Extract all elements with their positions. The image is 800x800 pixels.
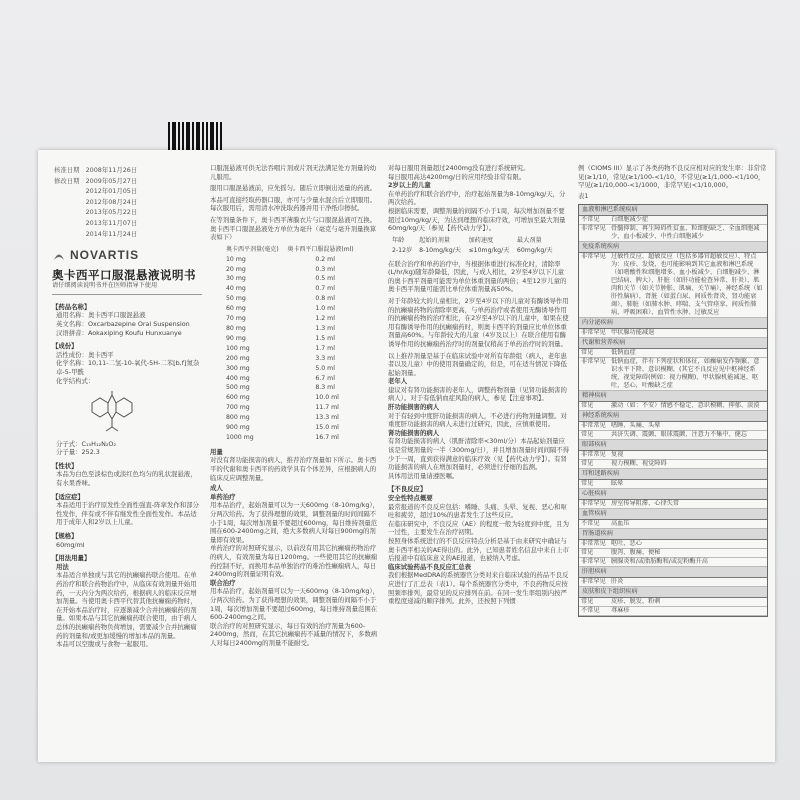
section-heading-traits: 【性状】 [52,461,78,470]
spec-text: 60mg/ml [56,540,85,549]
table-cell: 800 mg [226,414,250,422]
revision-date: 2014年11月24日 [85,229,138,238]
kids-text-3: 在联合治疗和单药治疗中，当根据体重进行标准化时，清除率(L/hr/kg)随年龄降低，因此，与成人相比，2岁至4岁以下儿童的奥卡西平剂量可能需为单位体重剂量的两倍；4至12岁儿童的奥卡西平剂量可能需比单位体重剂量高50%。 [388,259,567,294]
table-row [226,295,362,303]
molecular-weight: 分子量：252.3 [56,448,100,457]
combo-text-2: 联合治疗的对照研究显示，每日有效的治疗剂量为600-2400mg，然而，在其它抗癫痫药不减量的情况下，多数病人对每日2400mg的剂量不能耐受。 [210,621,378,647]
kids-text: 在单药治疗和联合治疗中，治疗起始剂量为8-10mg/kg/天，分两次给药。 [388,189,566,207]
table-row [226,325,362,333]
package-insert-sheet [38,150,775,762]
table-group-heading: 免疫系统疾病 [579,242,767,253]
revision-date: 2012年01月05日 [85,187,138,196]
table-cell: 300 mg [226,364,250,372]
table-cell: 70 mg [226,315,246,323]
column-1 [52,164,202,649]
liver-heading: 肝功能损害的病人 [388,403,440,412]
table-group-heading: 皮肤和皮下组织疾病 [579,587,767,598]
table-row [226,285,362,293]
frequency-cell: 不常见 [581,216,600,224]
table-row [579,402,767,411]
kids-text-4: 对于年龄较大的儿童相比，2岁至4岁以下的儿童对有酶诱导作用的抗癫痫药物的清除率更高，与单药治疗或者使用无酶诱导作用的抗癫痫药物的治疗相比，在2岁至4岁以下的儿童中，如果在使用有酶诱导作用的抗癫痫药时，则奥卡西平的剂量应比单位体重剂量高60%。与年龄较大的儿童（4岁及以上）在联合使用有酶诱导作用的抗癫痫药治疗时的剂量仅稍高于单药治疗时的剂量。 [388,296,569,348]
name-line: 通用名称：奥卡西平口服混悬液 [56,311,146,320]
reaction-cell: 白细胞减少症 [611,216,649,224]
frequency-cell: 不常见 [581,520,600,528]
table-cell: 1.3 ml [315,325,335,332]
table-cell: 16.7 ml [315,433,339,441]
table-group-heading: 血液和淋巴系统疾病 [579,205,767,216]
reaction-cell: 低钠血症，伴有下列症状和体征，如癫痫发作频繁、意识水平下降、意识模糊，(其它不良反应见中枢神经系统，视觉障碍(例如：视力模糊)、甲状腺机能减退、呕吐，恶心，叶酸缺乏症 [611,358,760,390]
table-row [579,520,767,529]
table-cell: 1.7 ml [315,344,335,352]
combo-text: 用本品治疗，起始剂量可以为一天600mg（8-10mg/kg），分两次给药。为了获得理想的效果，调整剂量的间隔不小于1周，每次增加剂量不要超过600mg，每日维持剂量范围在600-2400mg之间。 [210,587,380,622]
frequency-cell: 非常罕见 [581,253,606,261]
table-row [226,404,362,412]
frequency-cell: 非常常见 [581,422,606,430]
table-cell: 0.3 ml [315,265,335,273]
molecular-formula: 分子式：C₁₅H₁₂N₂O₂ [56,439,117,448]
table-group-heading: 神经系统疾病 [579,411,767,422]
frequency-cell: 常见 [581,480,594,488]
reaction-cell: 房室传导阻滞、心律失常 [611,500,680,508]
dose-text: 对没有肾功能损害的病人，推荐治疗剂量如下所示。奥卡西平的代谢和奥卡西平的药效学具有个体差异，应根据病人的临床反应调整剂量。 [210,456,377,482]
document-subtitle: 请仔细阅读说明书并在医师指导下使用 [52,282,202,295]
table-row [579,578,767,587]
ae-list-heading: 临床试验药品不良反应汇总表 [388,562,472,571]
reaction-cell: 呕吐、恶心 [611,540,642,548]
table-row [226,345,362,353]
table-group-heading: 胃肠道疾病 [579,529,767,540]
table-cell: 60mg/kg/天 [516,247,553,255]
section-heading-name: 【药品名称】 [52,302,91,311]
table-group-heading: 精神疾病 [579,391,767,402]
paragraph: 服用口服混悬液前，应先摇匀。随后立即倒出适量的药液。 [210,184,377,193]
reaction-cell: 低钠血症 [611,349,636,357]
approval-date: 2008年11月26日 [85,166,138,174]
novartis-flame-icon [52,248,66,262]
table-row [226,315,362,323]
table-row [226,256,362,264]
table-row [226,384,362,392]
document-title: 奥卡西平口服混悬液说明书 [52,268,196,283]
traits-text: 本品为白色至淡棕色或淡红色均匀的乳状混悬液，有水果香味。 [56,470,197,488]
logo-text: NOVARTIS [70,247,140,262]
table-row [579,451,767,460]
usage-text-2: 本品可以空腹或与食物一起服用。 [56,640,152,649]
composition-line: 化学结构式： [56,376,95,385]
table-row [579,431,767,440]
kids-text-5: 以上推荐剂量是基于在临床试验中对所有年龄组（病人，老年患者以及儿童）中的使用剂量确定的，但是，可在适当情况下降低起始剂量。 [388,351,567,377]
table-cell: 0.2 ml [315,255,335,263]
table-cell: 80 mg [226,325,246,332]
reaction-cell: 甲状腺功能减退 [611,329,655,337]
table-cell: 15.0 ml [315,424,339,432]
renal-text: 有肾功能损害的病人（肌酐清除率<30ml/分）本品起始剂量应该是常规剂量的一半（300mg/日），并且增加剂量时间间隔不得少于一周，直到获得满意的临床疗效（见【药代动力学】）。有肾功能损害的病人在增加剂量时，必须进行仔细的监测。 [388,437,570,472]
table-group-heading: 肝胆疾病 [579,567,767,578]
table-row [579,480,767,489]
table-row [226,335,362,343]
table-cell: 500 mg [226,384,250,392]
composition-line: 化学名称：10,11-二氢-10-氧代-5H-二苯[b,f]氮杂卓-5-甲酰 [56,359,200,376]
table-cell: 20 mg [226,265,246,273]
frequency-cell: 常见 [581,402,594,410]
reaction-cell: 复视 [611,451,624,459]
kids-text-2: 根据临床需要，调整剂量的间隔不小于1周，每次增加剂量不要超过10mg/kg/天，为达到理想的临床疗效，可增加至最大剂量60mg/kg/天（参见【药代动力学】）。 [388,206,566,233]
table-cell: 600 mg [226,394,250,402]
table-header: 加药速度 [468,236,494,244]
table-cell: 30 mg [226,275,246,283]
column-4 [578,164,768,617]
ae-text-2: 在临床研究中，不良反应（AE）的程度一般为轻度到中度，且为一过性，主要发生在治疗初期。 [388,519,569,537]
paragraph: 口服混悬液可供无法吞咽片剂或片剂无法满足处方剂量的幼儿服用。 [210,164,377,181]
paragraph: 在等剂量条件下，奥卡西平薄膜衣片与口服混悬液可互换。 [210,215,377,224]
revision-date: 2012年08月24日 [85,197,138,206]
usage-text: 本品适合单独或与其它的抗癫痫药联合使用。在单药治疗和联合药物治疗中，从临床有效剂量开始用药，一天内分为两次给药，根据病人的临床反应增加剂量。当使用奥卡西平代替其他抗癫痫药物时，在开始本品治疗时，应逐渐减少合并抗癫痫药的剂量。如果本品与其它抗癫痫药联合使用，由于病人总体的抗癫痫药物负荷增加，需要减少合并抗癫痫药的剂量和/或更加缓慢的增加本品的剂量。 [56,571,197,640]
table-row [579,329,767,338]
adverse-reaction-table [578,204,768,617]
reaction-cell: 嗜睡、头痛、头晕 [611,422,661,430]
combo-heading: 联合治疗 [210,578,236,587]
table-row [579,225,767,242]
table-label: 表1 [578,191,589,200]
reaction-cell: 眩晕 [611,480,624,488]
table-cell: 700 mg [226,404,250,412]
table-cell: 90 mg [226,334,246,342]
reaction-cell: 高血压 [611,520,630,528]
table-group-heading: 心脏疾病 [579,489,767,500]
section-heading-spec: 【规格】 [52,532,78,541]
revision-date: 2013年11月07日 [85,218,138,227]
paragraph: 例（CIOMS III）显示了各类药物不良反应相对应的发生率：非常常见(≥1/10，常见(≥1/100-<1/10，不常见(≥1/1,000-<1/100，罕见(≥1/10,000-<1/1000，非常罕见(<1/10,000。 [578,164,767,190]
table-cell: 0.8 ml [315,295,335,303]
table-group-heading: 内分泌疾病 [579,318,767,329]
ae-text: 最常报道的不良反应包括：嗜睡、头痛、头晕、复视、恶心和呕吐和疲劳，超过10%的患者发生了这些反应。 [388,502,567,520]
revision-date: 2013年05月22日 [85,208,138,217]
table-row [226,275,362,283]
table-row [579,540,767,549]
section-heading-indications: 【适应症】 [52,492,84,501]
frequency-cell: 常见 [581,549,594,557]
frequency-cell: 不常见 [581,607,600,615]
table-cell: 10 mg [226,255,246,263]
table-group-heading: 血管疾病 [579,509,767,520]
table-row [226,375,362,383]
table-row [579,558,767,567]
reaction-cell: 视力模糊、视觉障碍 [611,460,667,468]
table-cell: 100 mg [226,344,250,352]
chemical-structure-icon [82,389,142,433]
renal-heading: 肾功能损害的病人 [388,428,440,437]
paragraph: 每日服用高达4200mg/日的应用经验非常有限。 [388,172,526,181]
revision-date: 2009年05月27日 [85,176,138,185]
table-row [226,355,362,363]
table-cell: 900 mg [226,424,250,432]
reaction-cell: 激动（如：不安）情感不稳定、意识模糊、抑郁、淡漠 [611,402,760,410]
table-group-heading: 眼部疾病 [579,440,767,451]
frequency-cell: 非常罕见 [581,500,606,508]
table-cell: 50 mg [226,295,246,303]
table-cell: 1000 mg [226,433,254,441]
kids-heading: 2岁以上的儿童 [388,181,431,190]
dose-conversion-table [224,244,364,444]
table-row [226,365,362,373]
paragraph: 奥卡西平口服混悬液处方单位为毫升（毫克与毫升剂量换算表如下） [210,224,377,242]
table-cell: 5.0 ml [315,364,335,372]
table-row [226,394,362,402]
frequency-cell: 常见 [581,460,594,468]
frequency-cell: 非常罕见 [581,358,606,366]
reaction-cell: 腹泻、腹痛、便秘 [611,549,661,557]
reaction-cell: 肝炎 [611,578,624,586]
frequency-cell: 非常常见 [581,451,606,459]
indications-text: 本品适用于治疗原发性全面性强直-阵挛发作和部分性发作，伴有或不伴有继发性全面性发作。本品适用于成年人和2岁以上儿童。 [56,501,199,527]
paragraph: 对每日服用剂量超过2400mg没有进行系统研究。 [388,164,530,172]
table-row [226,434,362,442]
table-group-heading: 耳和迷路疾病 [579,469,767,480]
table-cell: 400 mg [226,374,250,382]
table-row [579,253,767,318]
ae-text-3: 按照身体系统进行的不良反应特点分析是基于由来研究中确证与奥卡西平相关的AE得出的。此外，已知患者姓名信息中来自上市后报道中有临床意义的AE报道，也被纳入考虑。 [388,536,569,563]
section-heading-composition: 【成份】 [52,342,78,351]
ae-subheading: 安全性特点概要 [388,494,433,502]
mono-heading: 单药治疗 [210,492,236,501]
table-cell: 3.3 ml [315,354,335,362]
revision-date-label: 修改日期 [54,176,80,185]
table-header: 奥卡西平剂量(毫克) [226,245,279,253]
frequency-cell: 常见 [581,349,594,357]
table-cell: 60 mg [226,305,246,313]
table-cell: 200 mg [226,354,250,362]
reaction-cell: 骨髓抑制、再生障碍性贫血、粒细胞缺乏、全血细胞减少、血小板减少、中性白细胞减少 [611,225,760,241]
elder-heading: 老年人 [388,377,408,386]
ae-text-4: 我们根据MedDRA的系统器官分类对来自临床试验的药品不良反应进行了汇总表（表1）。每个系统器官分类中，不良药物反应按照频率排列，最常见的反应排列在前。在同一发生率组别内按严重程度递减的顺序排列。此外，还按照下列惯 [388,571,569,606]
pediatric-dose-table [388,235,558,258]
reaction-cell: 荨麻疹 [611,607,630,615]
table-cell: 40 mg [226,285,246,293]
table-cell: 1.5 ml [315,334,335,342]
reaction-cell: 过敏性反应、超敏反应（包括多器官超敏反应）、特点为：皮疹、发烧，也可能影响到其它血液和淋巴系统（如嗜酸性粒细胞增多、血小板减少、白细胞减少、淋巴结病、脾大）、肝脏（如肝功能检查异常、肝炎）、肌肉和关节（如关节肿胀、肌痛、关节痛），神经系统（如肝性脑病），肾脏（如蛋白尿、间质性肾炎、肾功能衰竭）、肺脏（如肺水肿、哮喘、支气管痉挛、间质性肺病、呼吸困难）、血管性水肿、过敏反应 [611,253,763,317]
table-cell: 0.5 ml [315,275,335,283]
frequency-cell: 非常罕见 [581,329,606,337]
table-row [226,266,362,274]
liver-text: 对于有轻到中度肝功能损害的病人，不必进行药物剂量调整。对重度肝功能损害的病人未进行过研究，因此，应慎重使用。 [388,411,567,429]
column-3 [388,164,570,606]
table-group-heading: 代谢和营养疾病 [579,338,767,349]
table-cell: 13.3 ml [315,414,339,422]
name-line: 汉语拼音：Aokaxiping Koufu Hunxuanye [56,328,182,337]
table-cell: 8-10mg/kg/天 [419,247,461,255]
novartis-logo [52,248,202,262]
composition-line: 活性成份：奥卡西平 [56,350,114,359]
table-row [226,414,362,422]
table-header: 最大剂量 [516,236,542,244]
section-heading-usage: 【用法用量】 [52,554,91,563]
name-line: 英文名称：Oxcarbazepine Oral Suspension [56,319,190,328]
table-row [579,607,767,616]
table-row [579,598,767,607]
barcode [168,122,223,150]
frequency-cell: 常见 [581,431,594,439]
table-row [579,460,767,469]
elder-text: 建议对有肾功能损害的老年人，调整药物剂量（见肾功能损害的病人）。对于有低钠血症风险的病人，参见【注意事项】。 [388,385,567,403]
table-row [226,424,362,432]
table-cell: 6.7 ml [315,374,335,382]
table-cell: 10.0 ml [315,394,339,402]
table-row [579,500,767,509]
reaction-cell: 皮疹、脱发、粉刺 [611,598,661,606]
approval-date-label: 核准日期 [54,166,80,174]
frequency-cell: 非常罕见 [581,578,606,586]
frequency-cell: 常见 [581,598,594,606]
table-cell: 11.7 ml [315,404,339,412]
paragraph: 本品可直接经取药器口服，亦可与少量水混合后立即服用。每次服用后，需用清水冲洗取药器并用干净纸巾擦拭。 [210,195,377,213]
reaction-cell: 胰腺炎和/或脂肪酶和/或淀粉酶升高 [611,558,708,566]
frequency-cell: 非常常见 [581,540,606,548]
usage-subheading: 用法 [56,562,69,571]
mono-text: 用本品治疗，起始剂量可以为一天600mg（8-10mg/kg），分两次给药。为了获得理想的效果，调整剂量的时间间隔不小于1周，每次增加剂量不要超过600mg，每日维持剂量范围在600-2400mg之间，绝大多数病人对每日900mg的剂量即有效果。 [210,501,380,544]
dose-heading: 用量 [210,447,223,456]
table-cell: 8.3 ml [315,384,335,392]
table-row [226,305,362,313]
table-header: 年龄 [392,236,405,244]
mono-text-2: 单药治疗的对照研究显示，以前没有用其它抗癫痫药物治疗的病人，有效剂量为每日1200mg。一些使用其它的抗癫痫药控制不好，而换用本品单独治疗的难治性癫痫病人，每日2400mg的剂量证明有效。 [210,544,378,579]
dates-table [52,164,143,240]
table-cell: 1.0 ml [315,305,335,313]
section-heading-adverse: 【不良反应】 [388,485,427,494]
frequency-cell: 非常罕见 [581,225,606,233]
table-cell: 2-12岁 [392,247,413,255]
reaction-cell: 共济失调、震颤、眼球震颤、注意力不集中、健忘 [611,431,748,439]
table-header: 奥卡西平口服混悬液(ml) [287,245,354,253]
column-2 [210,164,380,648]
table-cell: ≤10mg/kg/天 [468,247,510,255]
frequency-cell: 非常罕见 [581,558,606,566]
adult-heading: 成人 [210,484,223,493]
table-row [579,358,767,391]
table-cell: 0.7 ml [315,285,335,293]
table-header: 起始的剂量 [419,236,450,244]
renal-text-2: 具体用法用量请遵医嘱。 [388,471,459,480]
table-cell: 1.2 ml [315,315,335,323]
